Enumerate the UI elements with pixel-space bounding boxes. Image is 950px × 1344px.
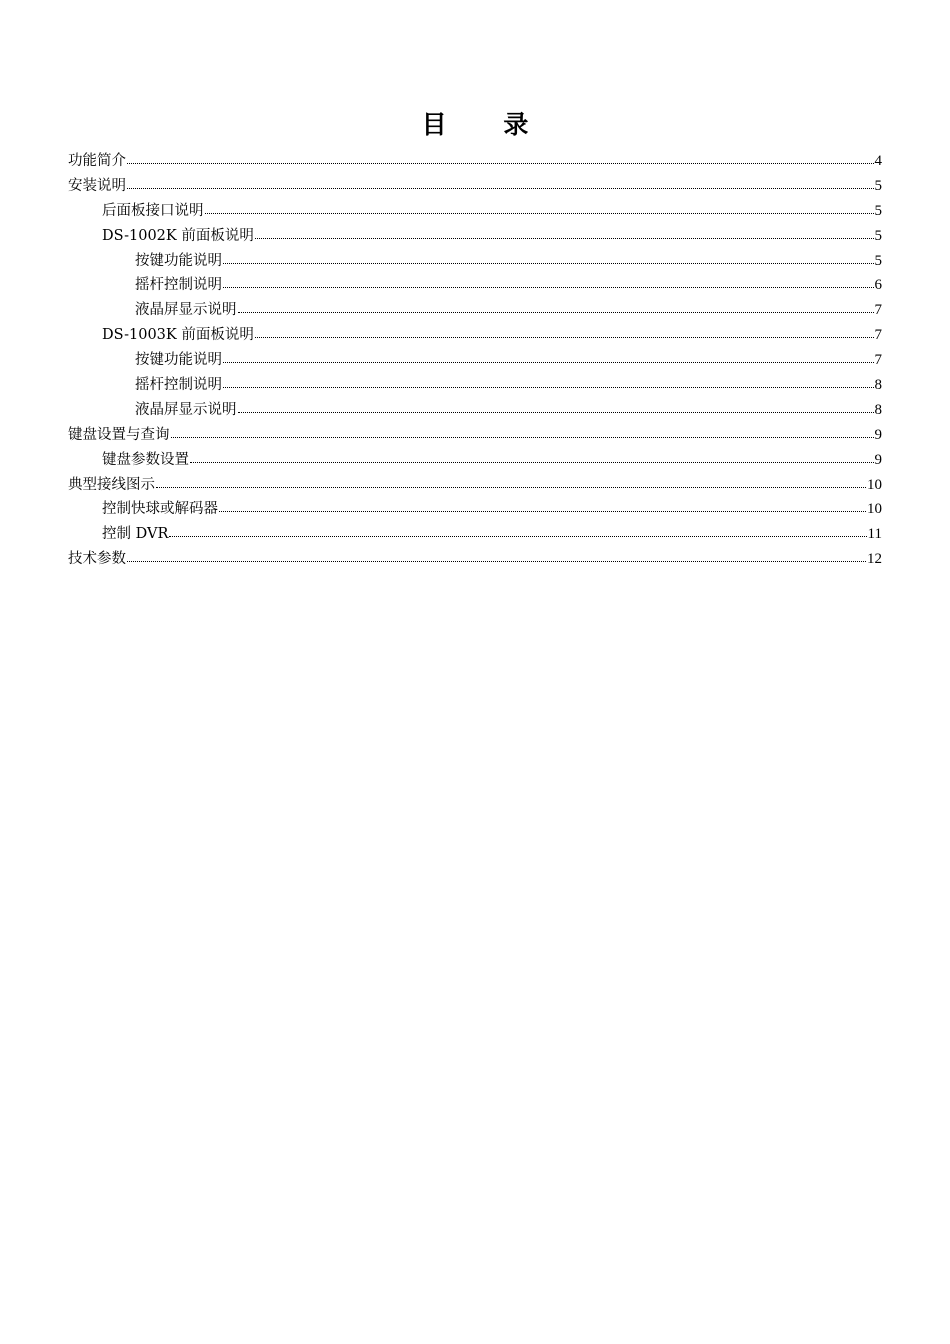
toc-dot-leader — [171, 424, 874, 439]
toc-dot-leader — [156, 474, 866, 489]
toc-entry[interactable] — [68, 547, 882, 572]
toc-entry[interactable] — [68, 373, 882, 398]
toc-entry[interactable] — [68, 522, 882, 547]
toc-entry[interactable] — [68, 174, 882, 199]
toc-dot-leader — [223, 275, 874, 290]
toc-entry-page-number: 9 — [874, 451, 882, 468]
toc-dot-leader — [255, 225, 874, 240]
toc-entry-page-number: 4 — [874, 153, 882, 169]
toc-dot-leader — [190, 449, 874, 464]
toc-dot-leader — [127, 175, 874, 190]
toc-entry[interactable] — [68, 298, 882, 323]
toc-entry-label: 按键功能说明 — [135, 352, 222, 369]
toc-list — [68, 149, 882, 572]
toc-entry-label: 键盘设置与查询 — [68, 426, 170, 443]
toc-entry-page-number: 5 — [874, 177, 882, 194]
toc-dot-leader — [169, 524, 866, 539]
toc-entry-label: 控制 DVR — [102, 526, 169, 543]
toc-dot-leader — [127, 549, 866, 564]
toc-dot-leader — [127, 151, 874, 166]
toc-entry-label: DS-1002K 前面板说明 — [102, 227, 254, 244]
toc-entry[interactable] — [68, 348, 882, 373]
toc-entry[interactable] — [68, 473, 882, 498]
toc-dot-leader — [255, 325, 874, 340]
toc-entry-page-number: 6 — [874, 277, 882, 294]
toc-entry-page-number: 5 — [874, 252, 882, 269]
toc-entry-page-number: 7 — [874, 327, 882, 344]
toc-entry[interactable] — [68, 398, 882, 423]
toc-entry-label: 键盘参数设置 — [102, 451, 189, 468]
toc-dot-leader — [223, 375, 874, 390]
toc-entry-label: 摇杆控制说明 — [135, 277, 222, 294]
toc-entry-page-number: 8 — [874, 377, 882, 394]
toc-entry-page-number: 10 — [867, 476, 882, 493]
toc-entry-page-number: 11 — [867, 526, 882, 543]
toc-entry[interactable] — [68, 224, 882, 249]
toc-entry-page-number: 5 — [874, 202, 882, 219]
toc-entry[interactable] — [68, 249, 882, 274]
toc-entry[interactable] — [68, 423, 882, 448]
toc-entry-label: 液晶屏显示说明 — [135, 302, 237, 319]
toc-entry-label: 后面板接口说明 — [102, 202, 204, 219]
toc-entry-page-number: 7 — [874, 352, 882, 369]
toc-dot-leader — [223, 350, 874, 365]
toc-dot-leader — [238, 399, 874, 414]
toc-entry[interactable] — [68, 497, 882, 522]
toc-entry-label: 功能简介 — [68, 153, 126, 169]
toc-entry-label: 液晶屏显示说明 — [135, 401, 237, 418]
toc-entry[interactable] — [68, 273, 882, 298]
toc-entry-page-number: 10 — [867, 501, 882, 518]
toc-entry-page-number: 12 — [867, 551, 882, 568]
toc-dot-leader — [238, 300, 874, 315]
toc-entry-page-number: 7 — [874, 302, 882, 319]
toc-entry[interactable] — [68, 448, 882, 473]
toc-entry-label: 摇杆控制说明 — [135, 377, 222, 394]
toc-dot-leader — [219, 499, 866, 514]
toc-entry-label: 典型接线图示 — [68, 476, 155, 493]
toc-entry-page-number: 9 — [874, 426, 882, 443]
toc-dot-leader — [205, 200, 874, 215]
toc-entry-label: DS-1003K 前面板说明 — [102, 327, 254, 344]
toc-entry-label: 控制快球或解码器 — [102, 501, 218, 518]
toc-entry-page-number: 8 — [874, 401, 882, 418]
toc-entry-label: 按键功能说明 — [135, 252, 222, 269]
toc-entry[interactable] — [68, 323, 882, 348]
toc-dot-leader — [223, 250, 874, 265]
toc-title: 目 录 — [421, 110, 553, 139]
toc-entry-label: 安装说明 — [68, 177, 126, 194]
toc-entry[interactable] — [68, 149, 882, 174]
toc-entry-page-number: 5 — [874, 227, 882, 244]
toc-entry[interactable] — [68, 199, 882, 224]
toc-entry-label: 技术参数 — [68, 551, 126, 568]
